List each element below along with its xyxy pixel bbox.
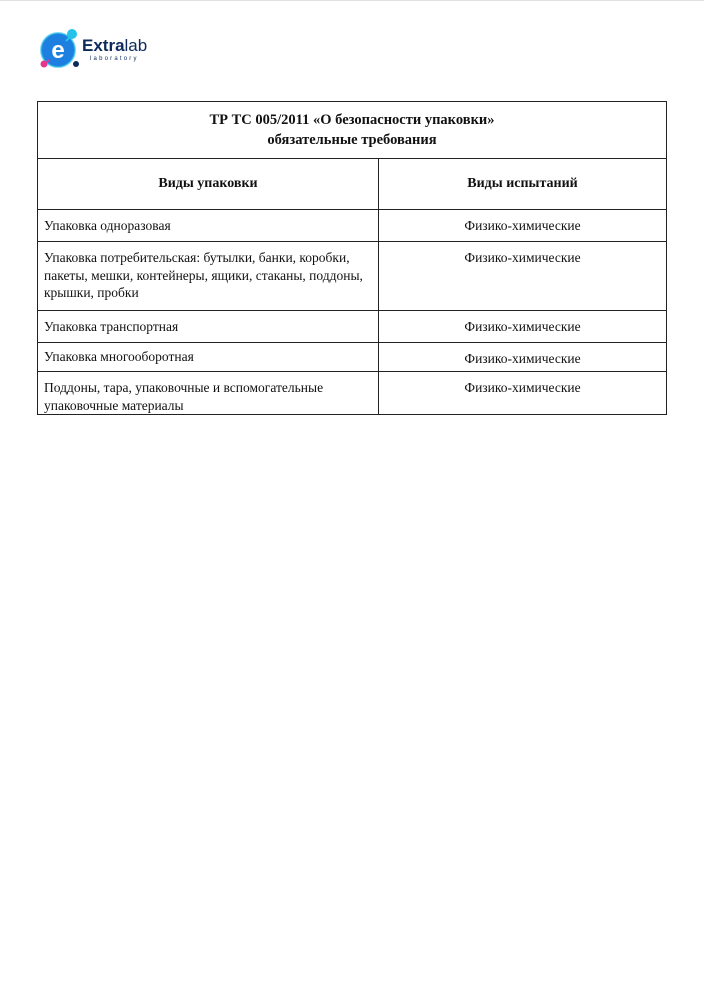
packaging-type-cell: Упаковка многооборотная xyxy=(38,343,379,372)
logo-mark-icon xyxy=(36,24,84,72)
table-title xyxy=(38,102,667,159)
extralab-logo xyxy=(36,24,176,72)
requirements-table xyxy=(37,101,667,415)
table-row xyxy=(38,372,667,415)
table-row xyxy=(38,311,667,343)
test-type-cell: Физико-химические xyxy=(379,242,667,311)
logo-wordmark xyxy=(82,36,147,56)
logo-subtitle: laboratory xyxy=(90,56,139,62)
table-row xyxy=(38,242,667,311)
test-type-cell: Физико-химические xyxy=(379,311,667,343)
logo-word-bold: Extra xyxy=(82,36,125,55)
table-title-row xyxy=(38,102,667,159)
logo-word-light: lab xyxy=(124,36,148,55)
test-type-cell: Физико-химические xyxy=(379,343,667,372)
column-header-packaging-type: Виды упаковки xyxy=(38,159,379,210)
table-title-line-1: ТР ТС 005/2011 «О безопасности упаковки» xyxy=(209,112,495,128)
packaging-type-cell: Упаковка транспортная xyxy=(38,311,379,343)
column-header-test-type: Виды испытаний xyxy=(379,159,667,210)
packaging-type-cell: Упаковка одноразовая xyxy=(38,210,379,242)
test-type-cell: Физико-химические xyxy=(379,372,667,415)
table-title-line-2: обязательные требования xyxy=(267,132,437,148)
packaging-type-cell: Поддоны, тара, упаковочные и вспомогательные упаковочные материалы xyxy=(38,372,379,415)
table-row xyxy=(38,210,667,242)
page-top-divider xyxy=(0,0,704,1)
svg-text:e: e xyxy=(51,37,65,64)
table-row xyxy=(38,343,667,372)
table-header-row xyxy=(38,159,667,210)
packaging-type-cell: Упаковка потребительская: бутылки, банки, коробки, пакеты, мешки, контейнеры, ящики, стаканы, поддоны, крышки, пробки xyxy=(38,242,379,311)
test-type-cell: Физико-химические xyxy=(379,210,667,242)
